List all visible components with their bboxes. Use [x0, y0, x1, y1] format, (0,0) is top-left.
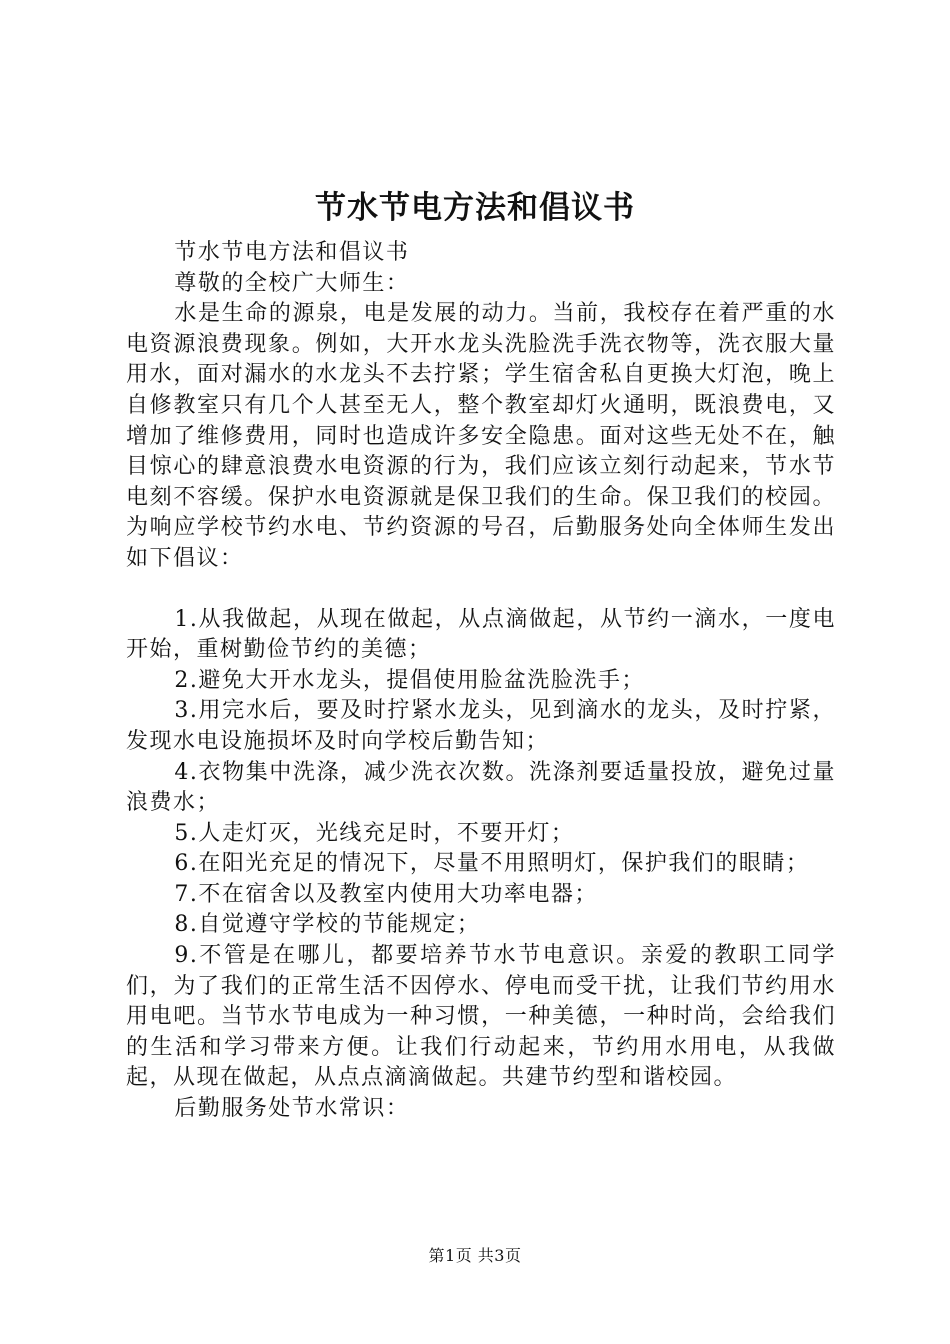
proposal-item-6: 6.在阳光充足的情况下，尽量不用照明灯，保护我们的眼睛； [174, 851, 810, 877]
proposal-item-5: 5.人走灯灭，光线充足时，不要开灯； [174, 820, 575, 846]
proposal-item-1: 1.从我做起，从现在做起，从点滴做起，从节约一滴水，一度电开始，重树勤俭节约的美德； [126, 606, 836, 663]
proposal-item-9: 9.不管是在哪儿，都要培养节水节电意识。亲爱的教职工同学们，为了我们的正常生活不因停水、停电而受干扰，让我们节约用水用电吧。当节水节电成为一种习惯，一种美德，一种时尚，会给我们的生活和学习带来方便。让我们行动起来，节约用水用电，从我做起，从现在做起，从点点滴滴做起。共建节约型和谐校园。 [126, 943, 836, 1091]
proposal-item-7: 7.不在宿舍以及教室内使用大功率电器； [174, 881, 598, 907]
proposal-item-3: 3.用完水后，要及时拧紧水龙头，见到滴水的龙头，及时拧紧，发现水电设施损坏及时向学校后勤告知； [126, 698, 836, 754]
proposal-item-8: 8.自觉遵守学校的节能规定； [174, 912, 481, 938]
proposal-item-2: 2.避免大开水龙头，提倡使用脸盆洗脸洗手； [174, 667, 645, 693]
salutation-paragraph: 尊敬的全校广大师生： [174, 270, 410, 296]
document-title: 节水节电方法和倡议书 [315, 190, 635, 226]
proposal-item-4: 4.衣物集中洗涤，减少洗衣次数。洗涤剂要适量投放，避免过量浪费水； [126, 759, 836, 816]
page-number-footer: 第1页 共3页 [428, 1246, 522, 1265]
document-body [126, 238, 836, 1125]
intro-paragraph: 水是生命的源泉，电是发展的动力。当前，我校存在着严重的水电资源浪费现象。例如，大开水龙头洗脸洗手洗衣物等，洗衣服大量用水，面对漏水的水龙头不去拧紧；学生宿舍私自更换大灯泡，晚上自修教室只有几个人甚至无人，整个教室却灯火通明，既浪费电，又增加了维修费用，同时也造成许多安全隐患。面对这些无处不在，触目惊心的肆意浪费水电资源的行为，我们应该立刻行动起来，节水节电刻不容缓。保护水电资源就是保卫我们的生命。保卫我们的校园。为响应学校节约水电、节约资源的号召，后勤服务处向全体师生发出如下倡议： [126, 301, 836, 571]
section-heading: 后勤服务处节水常识： [174, 1096, 410, 1122]
subtitle-paragraph: 节水节电方法和倡议书 [174, 240, 410, 265]
